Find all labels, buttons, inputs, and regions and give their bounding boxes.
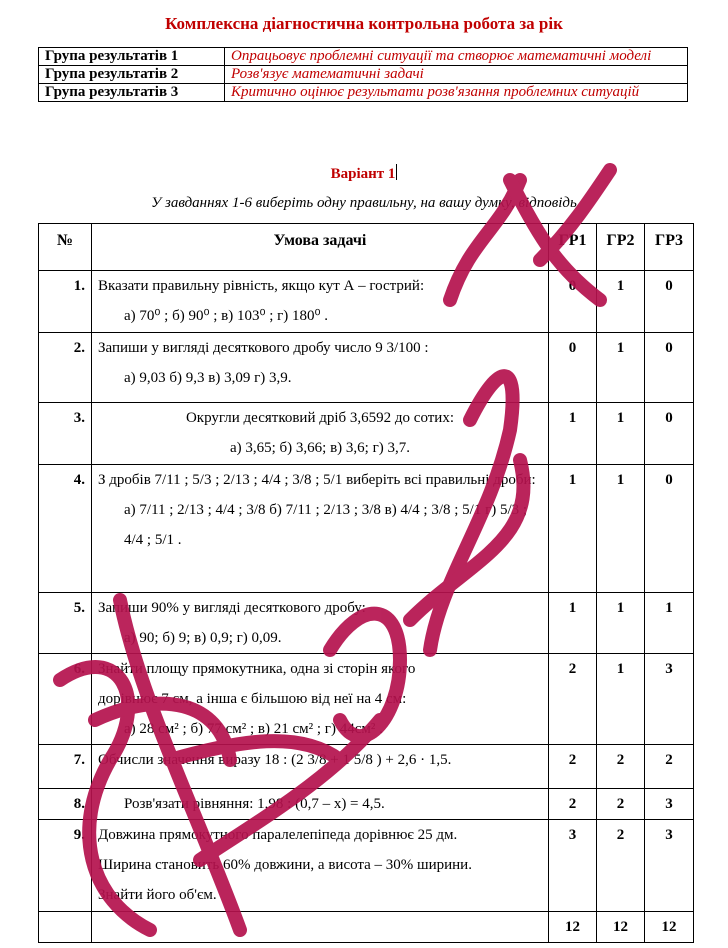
header-task: Умова задачі	[92, 224, 549, 271]
task-row	[39, 789, 694, 820]
task-number: 3.	[39, 403, 92, 465]
score-g2: 1	[597, 403, 645, 465]
score-g1: 0	[549, 271, 597, 333]
header-num: №	[39, 224, 92, 271]
score-g2: 1	[597, 271, 645, 333]
task-row	[39, 465, 694, 593]
score-g3: 0	[645, 403, 694, 465]
task-number: 5.	[39, 593, 92, 654]
task-number: 9.	[39, 820, 92, 912]
total-g1: 12	[549, 912, 597, 943]
task-row	[39, 593, 694, 654]
task-row	[39, 271, 694, 333]
task-row	[39, 820, 694, 912]
instruction: У завданнях 1-6 виберіть одну правильну, на вашу думку, відповідь	[151, 195, 577, 211]
group-label: Група результатів 2	[39, 66, 225, 84]
task-text-2: дорівнює 7 см, а інша є більшою від неї на 4 см:	[98, 691, 407, 707]
score-g2: 2	[597, 745, 645, 789]
task-number: 2.	[39, 333, 92, 403]
score-g3: 0	[645, 465, 694, 593]
score-g1: 0	[549, 333, 597, 403]
score-g2: 1	[597, 333, 645, 403]
score-g1: 1	[549, 403, 597, 465]
header-g1: ГР1	[549, 224, 597, 271]
score-g2: 1	[597, 465, 645, 593]
task-text: Знайти площу прямокутника, одна зі сторін якого	[98, 661, 416, 677]
group-label: Група результатів 1	[39, 48, 225, 66]
task-options: а) 3,65; б) 3,66; в) 3,6; г) 3,7.	[229, 440, 410, 456]
task-text: З дробів 7/11 ; 5/3 ; 2/13 ; 4/4 ; 3/8 ; 5/1 виберіть всі правильні дроби:	[98, 472, 536, 488]
task-text: Запиши у вигляді десяткового дробу число 9 3/100 :	[98, 340, 429, 356]
task-text: Запиши 90% у вигляді десяткового дробу:	[98, 600, 366, 616]
task-number: 7.	[39, 745, 92, 789]
group-text: Критично оцінює результати розв'язання проблемних ситуацій	[225, 84, 688, 102]
task-text: Округли десятковий дріб 3,6592 до сотих:	[185, 410, 455, 426]
results-groups-table	[38, 47, 688, 102]
task-text: Розв'язати рівняння: 1,98 : (0,7 – х) = 4,5.	[124, 796, 385, 812]
task-row	[39, 745, 694, 789]
task-options: а) 28 см² ; б) 77 см² ; в) 21 см² ; г) 44см² .	[124, 721, 383, 737]
task-text: Вказати правильну рівність, якщо кут А – гострий:	[98, 278, 425, 294]
total-g2: 12	[597, 912, 645, 943]
text-cursor	[396, 164, 397, 180]
score-g2: 2	[597, 820, 645, 912]
task-text: Обчисли значення виразу 18 : (2 3/8 + 1 5/8 ) + 2,6 · 1,5.	[98, 752, 452, 768]
score-g3: 3	[645, 789, 694, 820]
task-row	[39, 654, 694, 745]
task-row	[39, 403, 694, 465]
score-g1: 2	[549, 745, 597, 789]
task-text-2: Ширина становить 60% довжини, а висота – 30% ширини.	[98, 857, 472, 873]
task-options: а) 7/11 ; 2/13 ; 4/4 ; 3/8 б) 7/11 ; 2/13 ; 3/8 в) 4/4 ; 3/8 ; 5/1 г) 5/3 ; 4/4 ; 5/1 .	[124, 502, 528, 548]
score-g3: 1	[645, 593, 694, 654]
task-options: а) 90; б) 9; в) 0,9; г) 0,09.	[124, 630, 282, 646]
tasks-table	[38, 223, 694, 943]
variant-heading	[0, 164, 728, 183]
total-g3: 12	[645, 912, 694, 943]
score-g1: 3	[549, 820, 597, 912]
group-label: Група результатів 3	[39, 84, 225, 102]
task-options: а) 70⁰ ; б) 90⁰ ; в) 103⁰ ; г) 180⁰ .	[124, 308, 329, 324]
score-g3: 0	[645, 333, 694, 403]
header-g3: ГР3	[645, 224, 694, 271]
task-number: 8.	[39, 789, 92, 820]
task-text-3: Знайти його об'єм.	[98, 887, 217, 903]
score-g2: 2	[597, 789, 645, 820]
page-title: Комплексна діагностична контрольна робота за рік	[165, 14, 563, 33]
score-g1: 1	[549, 593, 597, 654]
task-row	[39, 333, 694, 403]
score-g1: 1	[549, 465, 597, 593]
score-g2: 1	[597, 593, 645, 654]
score-g3: 2	[645, 745, 694, 789]
header-row	[39, 224, 694, 271]
group-text: Розв'язує математичні задачі	[225, 66, 688, 84]
score-g1: 2	[549, 654, 597, 745]
task-text: Довжина прямокутного паралелепіпеда дорівнює 25 дм.	[98, 827, 458, 843]
variant-label: Варіант 1	[330, 166, 396, 182]
group-text: Опрацьовує проблемні ситуації та створює математичні моделі	[225, 48, 688, 66]
score-g3: 3	[645, 820, 694, 912]
score-g3: 3	[645, 654, 694, 745]
task-options: а) 9,03 б) 9,3 в) 3,09 г) 3,9.	[124, 370, 292, 386]
task-number: 4.	[39, 465, 92, 593]
totals-row	[39, 912, 694, 943]
score-g3: 0	[645, 271, 694, 333]
task-number: 1.	[39, 271, 92, 333]
task-number: 6.	[39, 654, 92, 745]
score-g1: 2	[549, 789, 597, 820]
score-g2: 1	[597, 654, 645, 745]
header-g2: ГР2	[597, 224, 645, 271]
